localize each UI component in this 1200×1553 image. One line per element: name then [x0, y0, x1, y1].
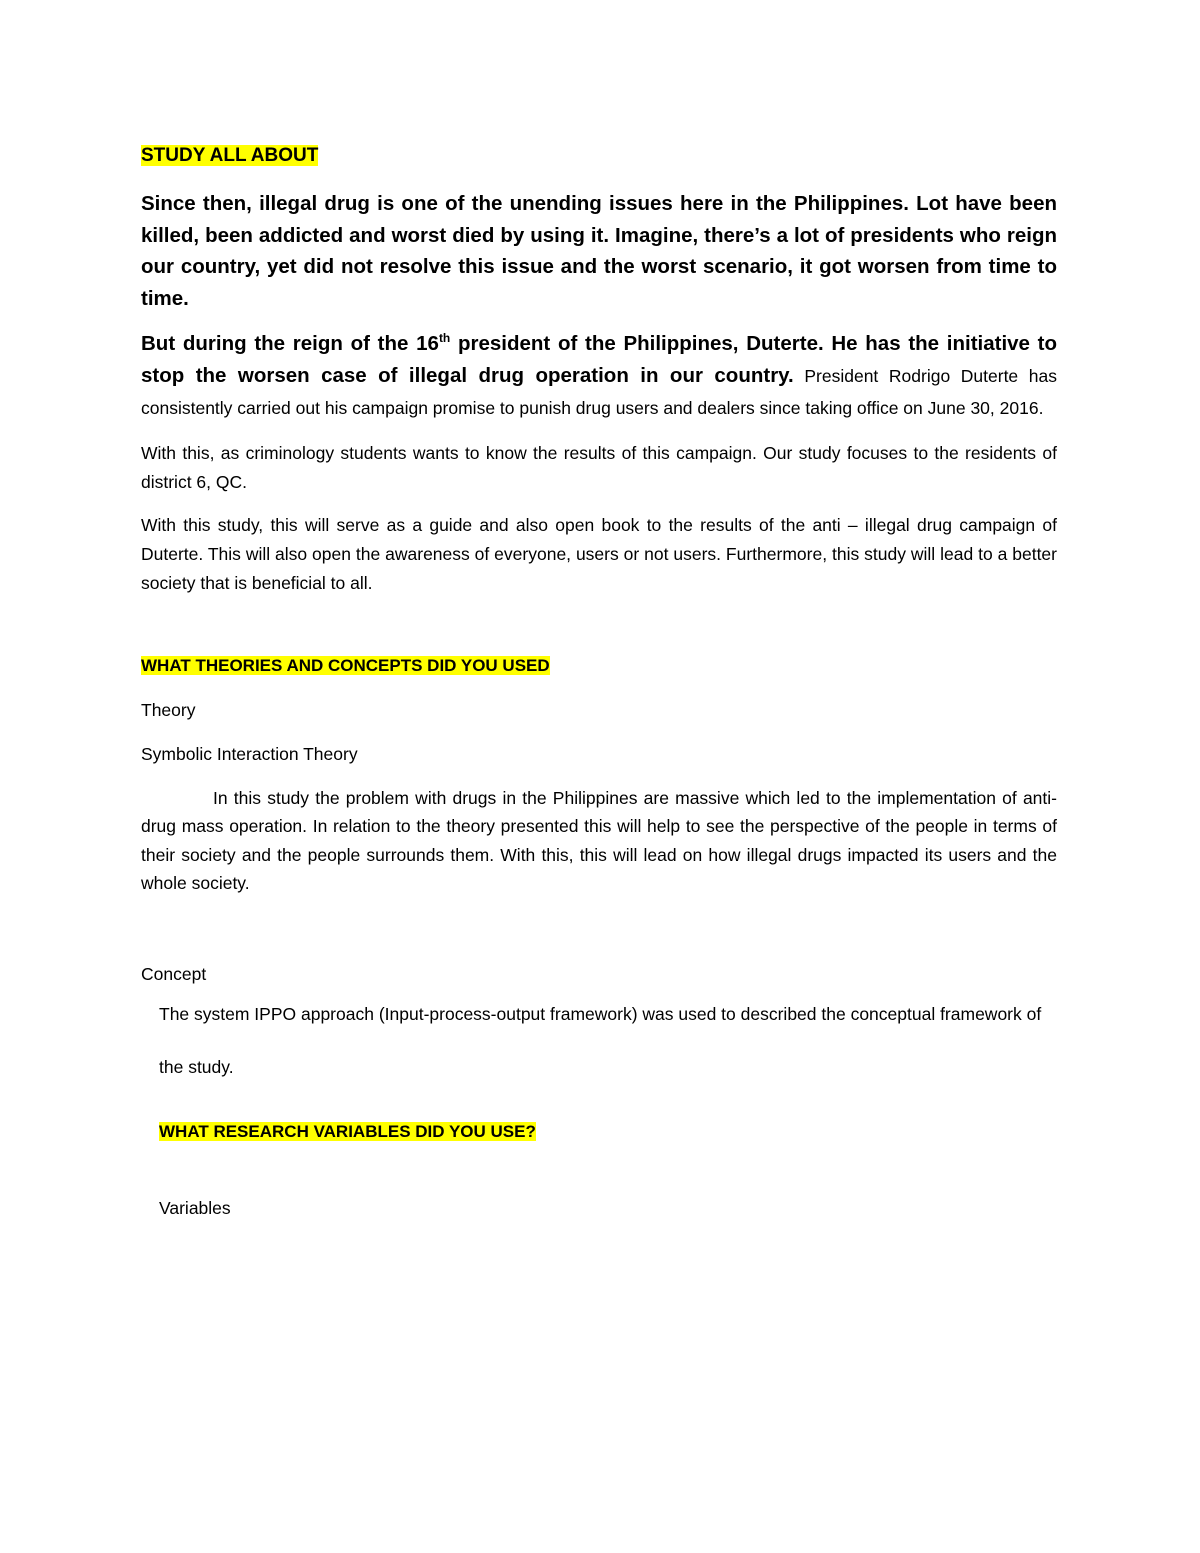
- label-theory: Theory: [141, 699, 196, 720]
- document-content: [141, 142, 1057, 1222]
- label-variables: Variables: [159, 1197, 231, 1218]
- heading-study-all-about: STUDY ALL ABOUT: [141, 145, 319, 166]
- label-concept: Concept: [141, 963, 207, 984]
- paragraph-theory: In this study the problem with drugs in the Philippines are massive which led to the implementation of anti-drug mass operation. In relation to the theory presented this will help to see the perspective of the people in terms of their society and the people surrounds them. With this, this will lead on how illegal drugs impacted its users and the whole society.: [141, 787, 1057, 893]
- theory-name: Symbolic Interaction Theory: [141, 743, 358, 764]
- paragraph-duterte: But during the reign of the 16th president of the Philippines, Duterte. He has the initiative to stop the worsen case of illegal drug operation in our country. President Rodrigo Duterte has consistently carried out his campaign promise to punish drug users and dealers since taking office on June 30, 2016.: [141, 331, 1057, 418]
- paragraph-intro: Since then, illegal drug is one of the unending issues here in the Philippines. Lot have been killed, been addicted and worst died by using it. Imagine, there’s a lot of presidents who reign our country, yet did not resolve this issue and the worst scenario, it got worsen from time to time.: [141, 192, 1057, 310]
- paragraph-concept: The system IPPO approach (Input-process-output framework) was used to described the conceptual framework of the study.: [159, 1003, 1042, 1077]
- paragraph-guide: With this study, this will serve as a guide and also open book to the results of the anti – illegal drug campaign of Duterte. This will also open the awareness of everyone, users or not users. Furthermore, this study will lead to a better society that is beneficial to all.: [141, 514, 1057, 593]
- heading-research-variables: WHAT RESEARCH VARIABLES DID YOU USE?: [159, 1121, 536, 1141]
- paragraph-criminology: With this, as criminology students wants to know the results of this campaign. Our study focuses to the residents of district 6, QC.: [141, 442, 1057, 492]
- heading-theories-concepts: WHAT THEORIES AND CONCEPTS DID YOU USED: [141, 655, 550, 675]
